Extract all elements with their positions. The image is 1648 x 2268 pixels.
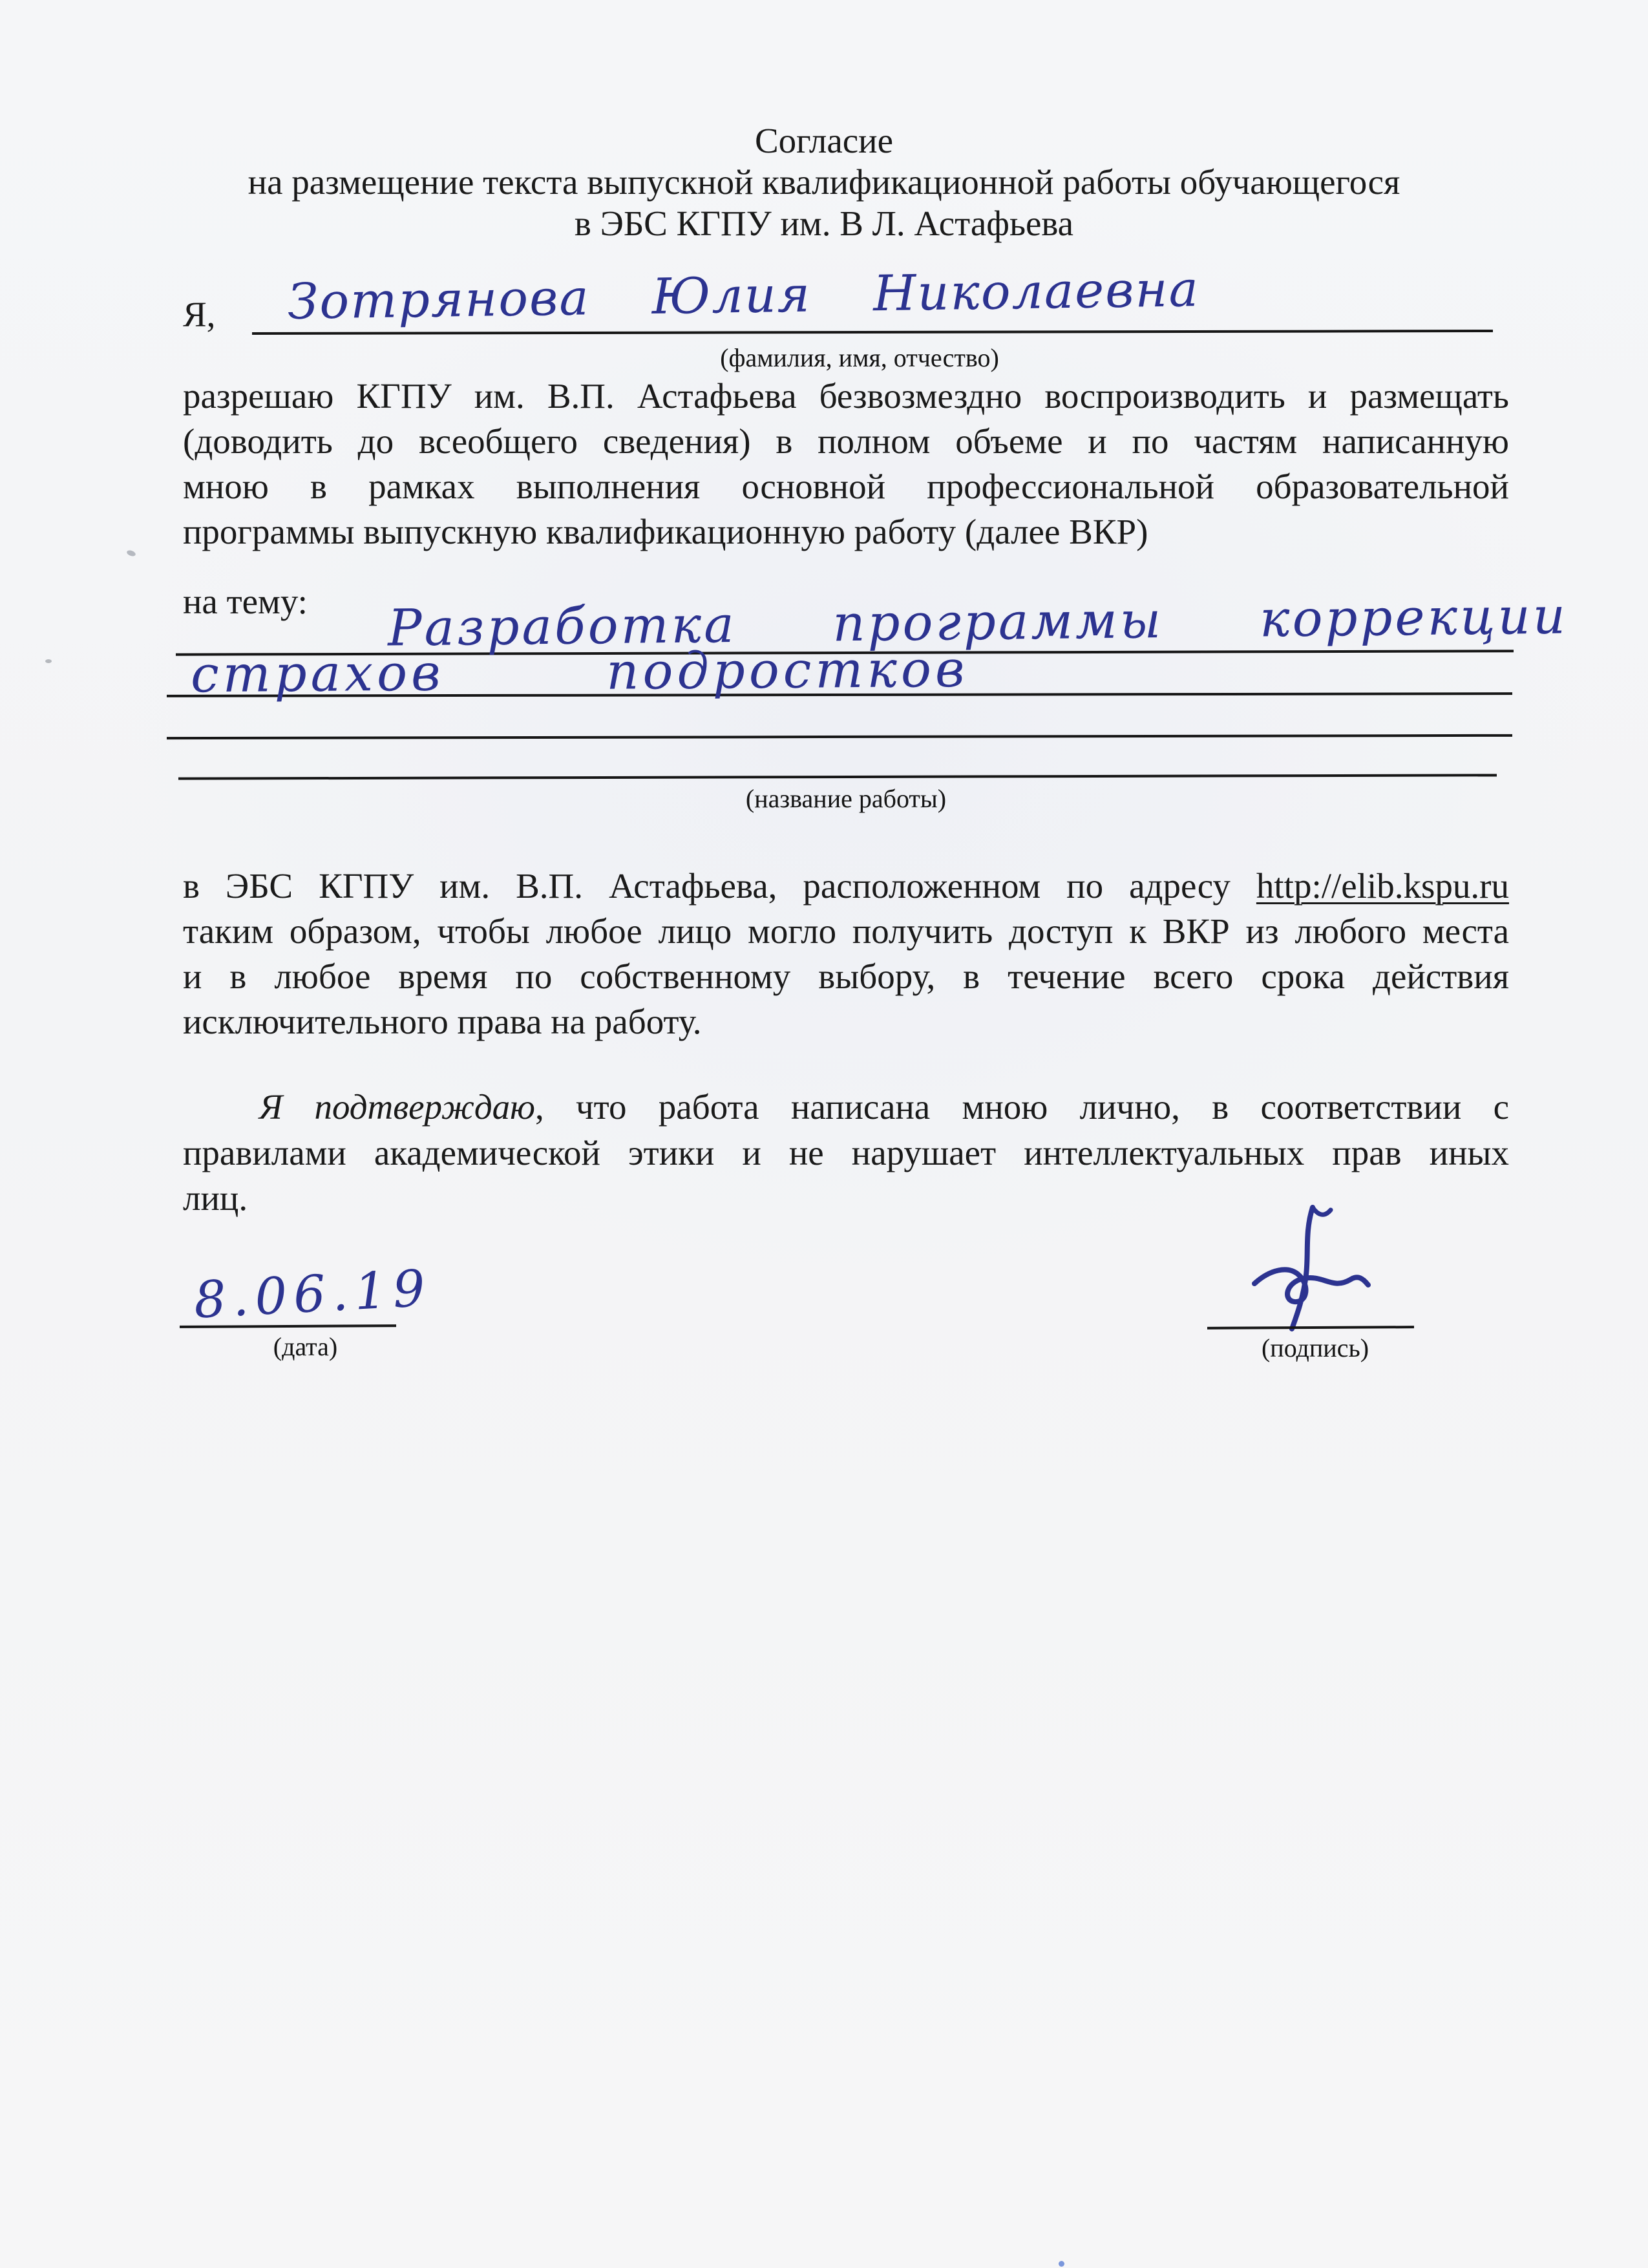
topic-handwriting-line-1: Разработка программы коррекции [387,587,1569,658]
topic-handwriting-line-2: страхов подростков [190,640,969,705]
access-line-3: и в любое время по собственному выбору, в течение всего срока действия [183,957,1509,996]
topic-rule-4 [178,774,1497,779]
date-caption: (дата) [273,1332,338,1361]
topic-label: на тему: [183,582,308,621]
confirmation-line-2: правилами академической этики и не нарушает интеллектуальных прав иных [183,1133,1509,1172]
permission-line-2: (доводить до всеобщего сведения) в полном объеме и по частям написанную [183,421,1509,461]
date-handwriting: 8.06.19 [192,1259,433,1330]
topic-caption: (название работы) [745,784,947,813]
name-prefix: Я, [183,295,216,334]
confirmation-line-1 [183,1085,1509,1130]
title-line-2: на размещение текста выпускной квалификационной работы обучающегося [248,162,1400,202]
title-line-3: в ЭБС КГПУ им. В Л. Астафьева [574,204,1074,243]
title-line-1: Согласие [754,121,894,160]
signature-rule [1207,1326,1414,1330]
confirmation-lead-italic: Я подтверждаю [259,1087,535,1127]
scan-speck [126,549,136,557]
name-handwriting: Зотрянова Юлия Николаевна [287,260,1200,330]
elib-url: http://elib.kspu.ru [1256,866,1509,906]
date-rule [180,1324,396,1328]
name-rule [252,330,1493,335]
topic-rule-3 [167,734,1512,739]
document-title [0,120,1648,244]
signature-caption: (подпись) [1261,1333,1369,1362]
permission-line-4: программы выпускную квалификационную работу (далее ВКР) [183,512,1148,551]
access-line-4: исключительного права на работу. [183,1002,702,1041]
confirmation-line-3: лиц. [183,1178,248,1218]
access-line-1-text: в ЭБС КГПУ им. В.П. Астафьева, расположенном по адресу [183,866,1256,906]
scan-speck [45,659,52,663]
access-line-1 [183,864,1509,909]
confirmation-line-1-rest: , что работа написана мною лично, в соответствии с [534,1087,1509,1127]
name-caption: (фамилия, имя, отчество) [720,343,999,372]
scan-speck-blue [1059,2261,1064,2267]
permission-line-1: разрешаю КГПУ им. В.П. Астафьева безвозмездно воспроизводить и размещать [183,376,1509,416]
permission-line-3: мною в рамках выполнения основной профессиональной образовательной [183,467,1509,506]
signature-mark [1231,1203,1380,1333]
access-line-2: таким образом, чтобы любое лицо могло получить доступ к ВКР из любого места [183,911,1509,951]
